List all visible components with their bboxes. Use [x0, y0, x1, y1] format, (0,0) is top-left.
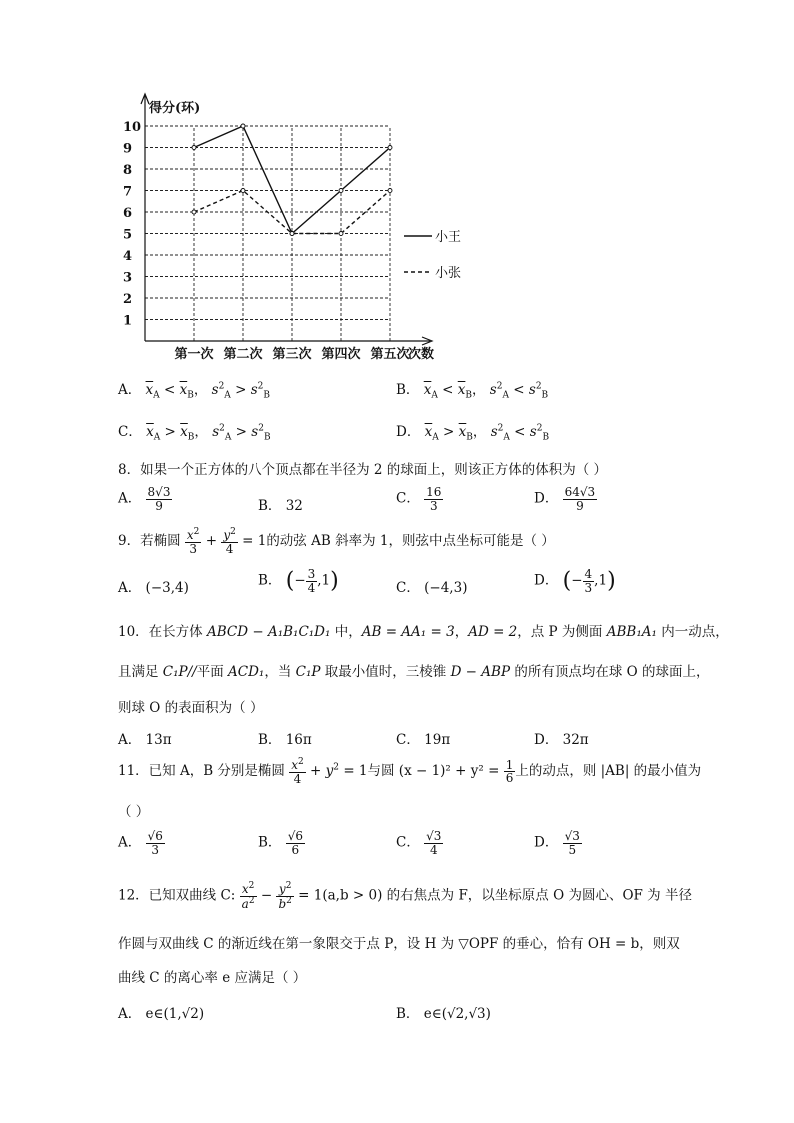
q9-option-c: C． (−4,3) [396, 580, 468, 596]
y-tick-label: 3 [123, 270, 133, 286]
data-point [388, 146, 392, 150]
x-tick-label: 第五次 [370, 347, 410, 362]
q11-option-d: D． $\frac{√3}{5}$ [534, 829, 580, 857]
q10-option-a: A． 13π [118, 732, 172, 748]
data-point [192, 210, 196, 214]
data-point [339, 189, 343, 193]
score-line-chart [110, 88, 470, 368]
q7-option-a: A． $\overline{x}_A < \overline{x}_B$， $s^2_A > s^2_B$ [118, 381, 270, 401]
q9-option-a: A． (−3,4) [118, 580, 189, 596]
legend-label-0: 小王 [435, 230, 462, 245]
q10-option-b: B． 16π [258, 732, 312, 748]
y-tick-label: 5 [123, 227, 133, 243]
data-point [388, 189, 392, 193]
q8-option-c: C． $\frac{16}{3}$ [396, 485, 442, 513]
data-point [241, 189, 245, 193]
q11-option-b: B． $\frac{√6}{6}$ [258, 829, 303, 857]
q12-option-b: B． e∈(√2,√3) [396, 1006, 491, 1022]
x-axis-label: 次数 [407, 347, 435, 362]
q10-stem-line2: 且满足 C₁P//平面 ACD₁，当 C₁P 取最小值时，三棱锥 D − ABP 的所有顶点均在球 O 的球面上， [118, 664, 710, 680]
q8-stem: 8．如果一个正方体的八个顶点都在半径为 2 的球面上，则该正方体的体积为（ ） [118, 462, 608, 478]
y-tick-label: 8 [123, 163, 133, 178]
q7-option-c: C． $\overline{x}_A > \overline{x}_B$， $s^2_A > s^2_B$ [118, 423, 271, 443]
chart-grid [145, 126, 390, 341]
q10-option-d: D． 32π [534, 732, 589, 748]
q9-stem: 9．若椭圆 $\frac{x^2}{3}$ + $\frac{y^2}{4}$ = 1的动弦 AB 斜率为 1，则弦中点坐标可能是（ ） [118, 527, 555, 556]
q7-option-d: D． $\overline{x}_A > \overline{x}_B$， $s^2_A < s^2_B$ [396, 423, 550, 443]
y-tick-label: 2 [123, 292, 133, 307]
q9-option-d: D． (− $\frac{4}{3}$ ,1) [534, 567, 616, 595]
y-tick-label: 4 [123, 249, 133, 264]
data-point [339, 232, 343, 236]
q12-stem-line1: 12．已知双曲线 C: $\frac{x^2}{a^2}$ − $\frac{y^2}{b^2}$ = 1(a,b > 0) 的右焦点为 F，以坐标原点 O 为圆心、OF 为 半径 [118, 881, 692, 911]
x-tick-label: 第三次 [272, 347, 312, 362]
q12-option-a: A． e∈(1,√2) [118, 1006, 205, 1022]
q11-option-c: C． $\frac{√3}{4}$ [396, 829, 442, 857]
y-tick-label: 7 [123, 184, 133, 200]
chart-legend [404, 230, 461, 281]
y-axis-label: 得分(环) [149, 101, 201, 116]
chart-labels [123, 100, 434, 362]
q10-stem-line3: 则球 O 的表面积为（ ） [118, 700, 264, 716]
legend-label-1: 小张 [435, 266, 462, 281]
q10-option-c: C． 19π [396, 732, 451, 748]
q11-paren: （ ） [118, 804, 150, 820]
q12-stem-line3: 曲线 C 的离心率 e 应满足（ ） [118, 970, 307, 986]
data-point [290, 232, 294, 236]
q11-option-a: A． $\frac{√6}{3}$ [118, 829, 163, 857]
q8-option-d: D． $\frac{64√3}{9}$ [534, 485, 596, 513]
y-tick-label: 9 [123, 141, 133, 157]
q11-stem: 11．已知 A，B 分别是椭圆 $\frac{x^2}{4}$ + $y^2 = 1$与圆 (x − 1)² + y² = $\frac{1}{6}$ 上的动点，则 |AB| 的最小值为 [118, 757, 702, 786]
chart-axes [141, 94, 432, 345]
y-tick-label: 10 [123, 120, 142, 135]
y-tick-label: 1 [123, 313, 133, 329]
q12-stem-line2: 作圆与双曲线 C 的渐近线在第一象限交于点 P，设 H 为 ▽OPF 的垂心，恰有 OH = b，则双 [118, 936, 680, 952]
x-tick-label: 第二次 [223, 347, 263, 362]
q8-option-b: B． 32 [258, 498, 303, 514]
y-tick-label: 6 [123, 206, 133, 221]
q10-stem-line1: 10．在长方体 ABCD − A₁B₁C₁D₁ 中，AB = AA₁ = 3，AD = 2，点 P 为侧面 ABB₁A₁ 内一动点， [118, 624, 729, 640]
q9-option-b: B． (− $\frac{3}{4}$ ,1) [258, 567, 339, 595]
data-point [241, 124, 245, 128]
x-tick-label: 第四次 [321, 347, 361, 362]
x-tick-label: 第一次 [174, 347, 214, 362]
q8-option-a: A． $\frac{8√3}{9}$ [118, 485, 171, 513]
q7-option-b: B． $\overline{x}_A < \overline{x}_B$， $s^2_A < s^2_B$ [396, 381, 549, 401]
data-point [192, 146, 196, 150]
